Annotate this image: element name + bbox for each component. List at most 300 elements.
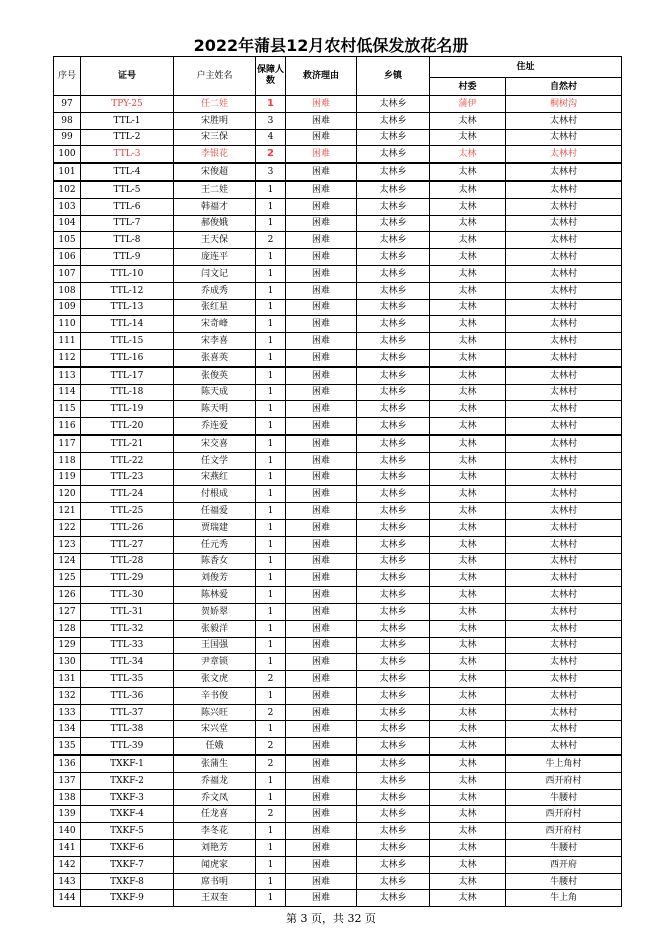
cell-name: 乔成秀 bbox=[174, 282, 256, 299]
cell-seq: 103 bbox=[54, 198, 81, 215]
cell-natural-village: 牛上角村 bbox=[506, 755, 622, 772]
cell-cert: TTL-15 bbox=[81, 333, 174, 350]
cell-natural-village: 太林村 bbox=[506, 215, 622, 232]
cell-reason: 困难 bbox=[286, 704, 357, 721]
cell-village: 太林 bbox=[430, 587, 506, 604]
table-row bbox=[54, 316, 622, 333]
cell-name: 张毅洋 bbox=[174, 620, 256, 637]
cell-town: 太林乡 bbox=[357, 654, 430, 671]
cell-cert: TTL-37 bbox=[81, 704, 174, 721]
cell-village: 太林 bbox=[430, 384, 506, 401]
cell-seq: 115 bbox=[54, 401, 81, 418]
cell-cert: TXKF-4 bbox=[81, 806, 174, 823]
cell-village: 太林 bbox=[430, 265, 506, 282]
cell-reason: 困难 bbox=[286, 755, 357, 772]
cell-name: 陈林爱 bbox=[174, 587, 256, 604]
cell-name: 宋胜明 bbox=[174, 112, 256, 129]
cell-town: 太林乡 bbox=[357, 620, 430, 637]
cell-name: 任福爱 bbox=[174, 503, 256, 520]
cell-reason: 困难 bbox=[286, 789, 357, 806]
cell-village: 太林 bbox=[430, 112, 506, 129]
cell-name: 宋燕红 bbox=[174, 469, 256, 486]
cell-village: 太林 bbox=[430, 603, 506, 620]
table-row bbox=[54, 452, 622, 469]
cell-seq: 98 bbox=[54, 112, 81, 129]
table-row bbox=[54, 570, 622, 587]
cell-cert: TTL-3 bbox=[81, 146, 174, 163]
cell-seq: 114 bbox=[54, 384, 81, 401]
cell-seq: 109 bbox=[54, 299, 81, 316]
table-row bbox=[54, 401, 622, 418]
cell-cert: TTL-19 bbox=[81, 401, 174, 418]
cell-town: 太林乡 bbox=[357, 198, 430, 215]
cell-cert: TTL-10 bbox=[81, 265, 174, 282]
cell-town: 太林乡 bbox=[357, 486, 430, 503]
cell-reason: 困难 bbox=[286, 519, 357, 536]
cell-cert: TTL-1 bbox=[81, 112, 174, 129]
cell-village: 太林 bbox=[430, 637, 506, 654]
cell-village: 太林 bbox=[430, 299, 506, 316]
table-row bbox=[54, 215, 622, 232]
cell-reason: 困难 bbox=[286, 232, 357, 249]
table-row bbox=[54, 249, 622, 266]
cell-town: 太林乡 bbox=[357, 367, 430, 384]
cell-seq: 119 bbox=[54, 469, 81, 486]
cell-persons: 1 bbox=[256, 772, 286, 789]
cell-cert: TTL-16 bbox=[81, 349, 174, 366]
cell-village: 太林 bbox=[430, 181, 506, 198]
cell-reason: 困难 bbox=[286, 316, 357, 333]
cell-natural-village: 太林村 bbox=[506, 316, 622, 333]
cell-village: 太林 bbox=[430, 721, 506, 738]
cell-seq: 143 bbox=[54, 873, 81, 890]
cell-village: 太林 bbox=[430, 215, 506, 232]
cell-cert: TXKF-1 bbox=[81, 755, 174, 772]
cell-name: 王双奎 bbox=[174, 890, 256, 907]
roster-table bbox=[53, 56, 622, 907]
table-row bbox=[54, 232, 622, 249]
header-persons: 保障人数 bbox=[256, 57, 286, 96]
table-row bbox=[54, 856, 622, 873]
cell-town: 太林乡 bbox=[357, 146, 430, 163]
cell-village: 太林 bbox=[430, 163, 506, 181]
cell-reason: 困难 bbox=[286, 553, 357, 570]
cell-name: 宋兴堂 bbox=[174, 721, 256, 738]
cell-seq: 144 bbox=[54, 890, 81, 907]
cell-village: 太林 bbox=[430, 789, 506, 806]
cell-town: 太林乡 bbox=[357, 469, 430, 486]
table-row bbox=[54, 384, 622, 401]
cell-cert: TTL-38 bbox=[81, 721, 174, 738]
cell-persons: 1 bbox=[256, 249, 286, 266]
cell-name: 陈天成 bbox=[174, 384, 256, 401]
cell-cert: TTL-25 bbox=[81, 503, 174, 520]
cell-village: 太林 bbox=[430, 452, 506, 469]
cell-village: 太林 bbox=[430, 671, 506, 688]
cell-town: 太林乡 bbox=[357, 553, 430, 570]
cell-reason: 困难 bbox=[286, 603, 357, 620]
cell-name: 乔福龙 bbox=[174, 772, 256, 789]
cell-reason: 困难 bbox=[286, 282, 357, 299]
cell-seq: 140 bbox=[54, 823, 81, 840]
cell-seq: 117 bbox=[54, 435, 81, 452]
cell-village: 太林 bbox=[430, 823, 506, 840]
cell-natural-village: 西开府村 bbox=[506, 772, 622, 789]
cell-cert: TXKF-9 bbox=[81, 890, 174, 907]
cell-town: 太林乡 bbox=[357, 215, 430, 232]
cell-seq: 135 bbox=[54, 738, 81, 755]
table-row bbox=[54, 181, 622, 198]
table-row bbox=[54, 873, 622, 890]
table-row bbox=[54, 435, 622, 452]
cell-name: 任元秀 bbox=[174, 536, 256, 553]
header-village: 村委 bbox=[430, 78, 506, 96]
cell-cert: TTL-6 bbox=[81, 198, 174, 215]
cell-persons: 1 bbox=[256, 687, 286, 704]
cell-persons: 4 bbox=[256, 129, 286, 146]
cell-cert: TTL-36 bbox=[81, 687, 174, 704]
cell-reason: 困难 bbox=[286, 772, 357, 789]
cell-name: 刘俊芳 bbox=[174, 570, 256, 587]
cell-village: 太林 bbox=[430, 519, 506, 536]
cell-natural-village: 太林村 bbox=[506, 587, 622, 604]
cell-village: 太林 bbox=[430, 654, 506, 671]
cell-natural-village: 太林村 bbox=[506, 112, 622, 129]
cell-cert: TTL-5 bbox=[81, 181, 174, 198]
cell-natural-village: 太林村 bbox=[506, 721, 622, 738]
cell-village: 太林 bbox=[430, 503, 506, 520]
table-row bbox=[54, 163, 622, 181]
cell-seq: 101 bbox=[54, 163, 81, 181]
cell-seq: 99 bbox=[54, 129, 81, 146]
cell-town: 太林乡 bbox=[357, 890, 430, 907]
cell-persons: 2 bbox=[256, 671, 286, 688]
cell-persons: 1 bbox=[256, 282, 286, 299]
cell-village: 太林 bbox=[430, 418, 506, 435]
cell-cert: TTL-28 bbox=[81, 553, 174, 570]
cell-persons: 2 bbox=[256, 806, 286, 823]
cell-reason: 困难 bbox=[286, 265, 357, 282]
cell-name: 王二娃 bbox=[174, 181, 256, 198]
cell-seq: 123 bbox=[54, 536, 81, 553]
cell-town: 太林乡 bbox=[357, 96, 430, 113]
cell-name: 宋李喜 bbox=[174, 333, 256, 350]
cell-reason: 困难 bbox=[286, 146, 357, 163]
cell-cert: TXKF-7 bbox=[81, 856, 174, 873]
cell-seq: 136 bbox=[54, 755, 81, 772]
cell-town: 太林乡 bbox=[357, 112, 430, 129]
table-row bbox=[54, 890, 622, 907]
cell-reason: 困难 bbox=[286, 249, 357, 266]
cell-seq: 100 bbox=[54, 146, 81, 163]
cell-natural-village: 太林村 bbox=[506, 384, 622, 401]
cell-town: 太林乡 bbox=[357, 349, 430, 366]
cell-persons: 1 bbox=[256, 721, 286, 738]
cell-natural-village: 太林村 bbox=[506, 519, 622, 536]
cell-cert: TTL-32 bbox=[81, 620, 174, 637]
cell-town: 太林乡 bbox=[357, 435, 430, 452]
cell-natural-village: 太林村 bbox=[506, 146, 622, 163]
cell-village: 太林 bbox=[430, 486, 506, 503]
cell-seq: 129 bbox=[54, 637, 81, 654]
cell-town: 太林乡 bbox=[357, 232, 430, 249]
cell-reason: 困难 bbox=[286, 349, 357, 366]
cell-cert: TTL-18 bbox=[81, 384, 174, 401]
cell-seq: 111 bbox=[54, 333, 81, 350]
table-row bbox=[54, 198, 622, 215]
cell-natural-village: 太林村 bbox=[506, 570, 622, 587]
cell-town: 太林乡 bbox=[357, 163, 430, 181]
cell-name: 张红星 bbox=[174, 299, 256, 316]
cell-town: 太林乡 bbox=[357, 249, 430, 266]
cell-persons: 1 bbox=[256, 316, 286, 333]
cell-seq: 118 bbox=[54, 452, 81, 469]
cell-town: 太林乡 bbox=[357, 519, 430, 536]
table-row bbox=[54, 687, 622, 704]
cell-persons: 1 bbox=[256, 519, 286, 536]
cell-name: 席书明 bbox=[174, 873, 256, 890]
cell-cert: TTL-30 bbox=[81, 587, 174, 604]
table-row bbox=[54, 282, 622, 299]
cell-town: 太林乡 bbox=[357, 587, 430, 604]
cell-town: 太林乡 bbox=[357, 856, 430, 873]
cell-seq: 127 bbox=[54, 603, 81, 620]
cell-village: 太林 bbox=[430, 129, 506, 146]
cell-persons: 1 bbox=[256, 469, 286, 486]
cell-cert: TTL-23 bbox=[81, 469, 174, 486]
cell-natural-village: 太林村 bbox=[506, 620, 622, 637]
cell-seq: 125 bbox=[54, 570, 81, 587]
cell-persons: 1 bbox=[256, 299, 286, 316]
cell-reason: 困难 bbox=[286, 384, 357, 401]
table-row bbox=[54, 299, 622, 316]
cell-reason: 困难 bbox=[286, 163, 357, 181]
cell-name: 郝俊娥 bbox=[174, 215, 256, 232]
cell-persons: 1 bbox=[256, 856, 286, 873]
cell-reason: 困难 bbox=[286, 738, 357, 755]
cell-name: 任二娃 bbox=[174, 96, 256, 113]
cell-reason: 困难 bbox=[286, 181, 357, 198]
cell-village: 太林 bbox=[430, 349, 506, 366]
cell-seq: 132 bbox=[54, 687, 81, 704]
cell-reason: 困难 bbox=[286, 536, 357, 553]
cell-village: 太林 bbox=[430, 146, 506, 163]
cell-reason: 困难 bbox=[286, 469, 357, 486]
cell-name: 宋俊超 bbox=[174, 163, 256, 181]
cell-natural-village: 牛上角 bbox=[506, 890, 622, 907]
header-seq: 序号 bbox=[54, 57, 81, 96]
cell-cert: TTL-13 bbox=[81, 299, 174, 316]
cell-seq: 134 bbox=[54, 721, 81, 738]
cell-persons: 1 bbox=[256, 503, 286, 520]
cell-persons: 1 bbox=[256, 637, 286, 654]
cell-town: 太林乡 bbox=[357, 536, 430, 553]
cell-persons: 1 bbox=[256, 536, 286, 553]
table-body bbox=[54, 96, 622, 907]
table-row bbox=[54, 112, 622, 129]
cell-name: 庞连平 bbox=[174, 249, 256, 266]
cell-cert: TXKF-6 bbox=[81, 840, 174, 857]
cell-name: 王国强 bbox=[174, 637, 256, 654]
cell-seq: 138 bbox=[54, 789, 81, 806]
table-row bbox=[54, 146, 622, 163]
cell-reason: 困难 bbox=[286, 96, 357, 113]
cell-seq: 128 bbox=[54, 620, 81, 637]
header-cert: 证号 bbox=[81, 57, 174, 96]
cell-village: 太林 bbox=[430, 367, 506, 384]
cell-town: 太林乡 bbox=[357, 738, 430, 755]
cell-reason: 困难 bbox=[286, 129, 357, 146]
cell-village: 太林 bbox=[430, 249, 506, 266]
cell-reason: 困难 bbox=[286, 654, 357, 671]
cell-natural-village: 太林村 bbox=[506, 553, 622, 570]
cell-persons: 1 bbox=[256, 452, 286, 469]
cell-seq: 126 bbox=[54, 587, 81, 604]
cell-cert: TTL-29 bbox=[81, 570, 174, 587]
cell-cert: TPY-25 bbox=[81, 96, 174, 113]
cell-natural-village: 西开府村 bbox=[506, 823, 622, 840]
cell-name: 任龙喜 bbox=[174, 806, 256, 823]
cell-reason: 困难 bbox=[286, 890, 357, 907]
table-row bbox=[54, 772, 622, 789]
cell-name: 乔文凤 bbox=[174, 789, 256, 806]
cell-reason: 困难 bbox=[286, 620, 357, 637]
cell-persons: 1 bbox=[256, 435, 286, 452]
cell-name: 陈天明 bbox=[174, 401, 256, 418]
cell-seq: 102 bbox=[54, 181, 81, 198]
cell-natural-village: 太林村 bbox=[506, 536, 622, 553]
cell-persons: 1 bbox=[256, 570, 286, 587]
table-row bbox=[54, 367, 622, 384]
cell-reason: 困难 bbox=[286, 840, 357, 857]
cell-natural-village: 太林村 bbox=[506, 704, 622, 721]
table-row bbox=[54, 806, 622, 823]
cell-town: 太林乡 bbox=[357, 129, 430, 146]
cell-persons: 3 bbox=[256, 112, 286, 129]
cell-reason: 困难 bbox=[286, 671, 357, 688]
cell-persons: 3 bbox=[256, 163, 286, 181]
cell-reason: 困难 bbox=[286, 418, 357, 435]
cell-persons: 2 bbox=[256, 232, 286, 249]
cell-natural-village: 太林村 bbox=[506, 435, 622, 452]
table-row bbox=[54, 486, 622, 503]
cell-village: 太林 bbox=[430, 198, 506, 215]
cell-town: 太林乡 bbox=[357, 637, 430, 654]
cell-name: 宋交喜 bbox=[174, 435, 256, 452]
cell-natural-village: 太林村 bbox=[506, 282, 622, 299]
cell-village: 蒲伊 bbox=[430, 96, 506, 113]
cell-village: 太林 bbox=[430, 469, 506, 486]
cell-seq: 113 bbox=[54, 367, 81, 384]
cell-town: 太林乡 bbox=[357, 806, 430, 823]
cell-natural-village: 太林村 bbox=[506, 232, 622, 249]
cell-seq: 120 bbox=[54, 486, 81, 503]
table-row bbox=[54, 129, 622, 146]
cell-town: 太林乡 bbox=[357, 570, 430, 587]
table-row bbox=[54, 333, 622, 350]
cell-natural-village: 太林村 bbox=[506, 401, 622, 418]
cell-seq: 106 bbox=[54, 249, 81, 266]
cell-persons: 2 bbox=[256, 146, 286, 163]
table-row bbox=[54, 96, 622, 113]
cell-cert: TTL-33 bbox=[81, 637, 174, 654]
cell-seq: 97 bbox=[54, 96, 81, 113]
cell-cert: TTL-12 bbox=[81, 282, 174, 299]
cell-natural-village: 桐树沟 bbox=[506, 96, 622, 113]
cell-reason: 困难 bbox=[286, 570, 357, 587]
cell-persons: 1 bbox=[256, 603, 286, 620]
cell-town: 太林乡 bbox=[357, 503, 430, 520]
cell-natural-village: 太林村 bbox=[506, 654, 622, 671]
cell-village: 太林 bbox=[430, 536, 506, 553]
cell-town: 太林乡 bbox=[357, 704, 430, 721]
cell-reason: 困难 bbox=[286, 637, 357, 654]
cell-persons: 1 bbox=[256, 401, 286, 418]
cell-cert: TTL-8 bbox=[81, 232, 174, 249]
cell-seq: 139 bbox=[54, 806, 81, 823]
cell-natural-village: 太林村 bbox=[506, 671, 622, 688]
cell-seq: 133 bbox=[54, 704, 81, 721]
cell-cert: TTL-27 bbox=[81, 536, 174, 553]
cell-cert: TTL-39 bbox=[81, 738, 174, 755]
cell-natural-village: 太林村 bbox=[506, 163, 622, 181]
cell-village: 太林 bbox=[430, 704, 506, 721]
cell-name: 尹章锁 bbox=[174, 654, 256, 671]
cell-name: 陈香女 bbox=[174, 553, 256, 570]
cell-seq: 121 bbox=[54, 503, 81, 520]
cell-name: 张喜英 bbox=[174, 349, 256, 366]
cell-town: 太林乡 bbox=[357, 418, 430, 435]
cell-village: 太林 bbox=[430, 282, 506, 299]
cell-natural-village: 西开府 bbox=[506, 856, 622, 873]
cell-cert: TTL-26 bbox=[81, 519, 174, 536]
cell-town: 太林乡 bbox=[357, 316, 430, 333]
cell-village: 太林 bbox=[430, 772, 506, 789]
table-row bbox=[54, 503, 622, 520]
cell-village: 太林 bbox=[430, 890, 506, 907]
cell-natural-village: 太林村 bbox=[506, 603, 622, 620]
cell-natural-village: 太林村 bbox=[506, 349, 622, 366]
header-address: 住址 bbox=[430, 57, 622, 78]
cell-seq: 124 bbox=[54, 553, 81, 570]
cell-persons: 2 bbox=[256, 755, 286, 772]
cell-reason: 困难 bbox=[286, 721, 357, 738]
cell-cert: TTL-22 bbox=[81, 452, 174, 469]
table-row bbox=[54, 704, 622, 721]
table-row bbox=[54, 654, 622, 671]
cell-reason: 困难 bbox=[286, 198, 357, 215]
cell-town: 太林乡 bbox=[357, 789, 430, 806]
table-row bbox=[54, 603, 622, 620]
cell-name: 张蒲生 bbox=[174, 755, 256, 772]
cell-natural-village: 太林村 bbox=[506, 181, 622, 198]
cell-reason: 困难 bbox=[286, 873, 357, 890]
cell-cert: TTL-9 bbox=[81, 249, 174, 266]
cell-seq: 107 bbox=[54, 265, 81, 282]
cell-persons: 1 bbox=[256, 198, 286, 215]
cell-name: 辛书俊 bbox=[174, 687, 256, 704]
cell-natural-village: 太林村 bbox=[506, 503, 622, 520]
cell-town: 太林乡 bbox=[357, 873, 430, 890]
cell-cert: TTL-20 bbox=[81, 418, 174, 435]
cell-town: 太林乡 bbox=[357, 282, 430, 299]
cell-name: 贾瑞建 bbox=[174, 519, 256, 536]
cell-natural-village: 太林村 bbox=[506, 249, 622, 266]
header-natural-village: 自然村 bbox=[506, 78, 622, 96]
header-name: 户主姓名 bbox=[174, 57, 256, 96]
cell-persons: 2 bbox=[256, 738, 286, 755]
cell-natural-village: 太林村 bbox=[506, 738, 622, 755]
